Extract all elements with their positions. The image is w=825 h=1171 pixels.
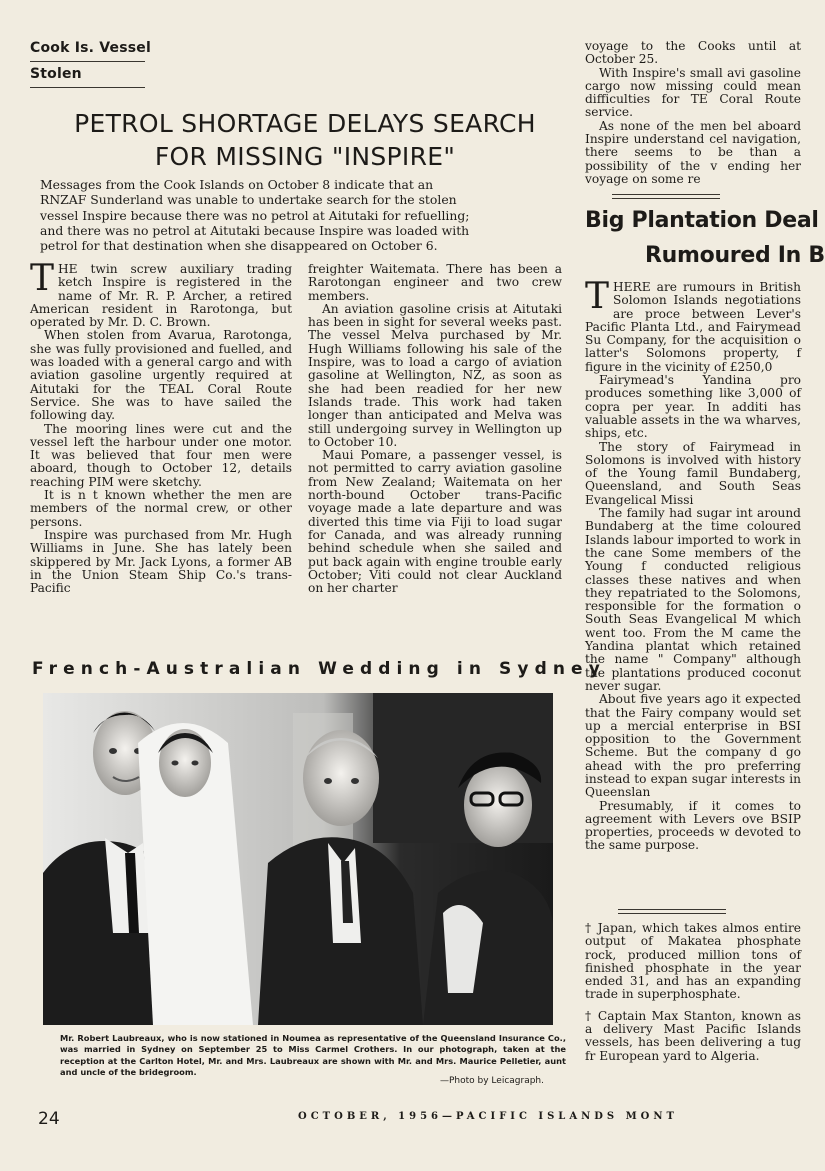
drop-cap: T [585, 276, 610, 317]
body-paragraph: The mooring lines were cut and the vessel left the harbour under one motor. It was believed that four men were aboard, though to October 12, details reaching PIM were sketchy. [30, 421, 292, 489]
continued-text: voyage to the Cooks until at October 25. [585, 39, 801, 67]
body-paragraph: As none of the men bel aboard Inspire understand cel navigation, there seems to be than a possibility of the v ending her voyage on some re [585, 118, 801, 186]
kicker-rule [30, 61, 145, 62]
body-paragraph: Presumably, if it comes to agreement with Levers ove BSIP properties, proceeds w devoted to the same purpose. [585, 798, 801, 853]
headline-line-1: PETROL SHORTAGE DELAYS SEARCH [74, 109, 536, 138]
wedding-photo-image [43, 693, 553, 1025]
brief-divider [618, 909, 726, 910]
section-divider [612, 198, 720, 199]
body-paragraph: The story of Fairymead in Solomons is involved with history of the Young famil Bundaberg, Queensland, and South Seas Evangelical Missi [585, 439, 801, 507]
body-paragraph: About five years ago it expected that the Fairy company would set up a mercial enterprise in BSI opposition to the Government Scheme. But the company d go ahead with the pro preferring instead to expan sugar interests in Queenslan [585, 692, 801, 800]
brief-item: † Captain Max Stanton, known as a delivery Mast Pacific Islands vessels, has been delivering a tug fr European yard to Algeria. [585, 1008, 801, 1063]
wedding-photograph [43, 693, 553, 1025]
kicker-cook-islands: Cook Is. Vessel [30, 40, 151, 56]
lede-line: and there was no petrol at Aitutaki because Inspire was loaded with [40, 222, 470, 238]
page-number: 24 [38, 1109, 60, 1129]
lede-line: vessel Inspire because there was no petrol at Aitutaki for refuelling; [40, 207, 470, 223]
lede-paragraph [40, 177, 546, 253]
photo-caption: Mr. Robert Laubreaux, who is now stationed in Noumea as representative of the Queensland Insurance Co., was married in Sydney on September 25 to Miss Carmel Crothers. In our photograph, taken at the reception at the Carlton Hotel, Mr. and Mrs. Laubreaux are shown with Mr. and Mrs. Maurice Pelletier, aunt and uncle of the bridegroom. [60, 1033, 566, 1077]
plantation-column [585, 276, 801, 899]
story-column-1 [30, 258, 292, 640]
body-paragraph: freighter Waitemata. There has been a Rarotongan engineer and two crew members. [308, 262, 562, 303]
body-paragraph: The family had sugar int around Bundaberg at the time coloured Islands labour imported to work in the cane Some members of the Young f conducted religious classes these natives and when they repatriated to the Solomons, responsible for the formation o South Seas Evangelical M which went too. From the M came the Yandina plantat which retained the name " Company" although the plantations produced coconut never sugar. [585, 506, 801, 693]
story-column-2 [308, 263, 562, 640]
body-paragraph: When stolen from Avarua, Rarotonga, she was fully provisioned and fuelled, and was loaded with a general cargo and with aviation gasoline urgently required at Aitutaki for the TEAL Coral Route Service. She was to have sailed the following day. [30, 328, 292, 423]
section-divider [612, 194, 720, 195]
photo-credit: —Photo by Leicagraph. [440, 1076, 544, 1086]
drop-cap: T [30, 258, 55, 299]
body-paragraph: HERE are rumours in British Solomon Islands negotiations are proce between Lever's Pacific Planta Ltd., and Fairymead Su Company, for the acquisition o latter's Solomons property, f figure in the vicinity of £250,0 [585, 280, 801, 374]
continued-column [585, 40, 801, 190]
body-paragraph: It is n t known whether the men are members of the normal crew, or other persons. [30, 488, 292, 529]
kicker-rule-2 [30, 87, 145, 88]
lede-line: RNZAF Sunderland was unable to undertake search for the stolen [40, 192, 457, 208]
headline-line-2: FOR MISSING "INSPIRE" [154, 142, 456, 171]
plantation-headline-1: Big Plantation Deal [585, 208, 819, 233]
running-title: OCTOBER, 1956—PACIFIC ISLANDS MONT [298, 1111, 678, 1122]
wedding-heading: French-Australian Wedding in Sydney [32, 659, 606, 679]
body-paragraph: With Inspire's small avi gasoline cargo now missing could mean difficulties for TE Coral Route service. [585, 65, 801, 120]
brief-item: † Japan, which takes almos entire output of Makatea phosphate rock, produced million tons of finished phosphate in the year ended 31, and has an expanding trade in superphosphate. [585, 921, 801, 1002]
brief-divider [618, 913, 726, 914]
lede-line: Messages from the Cook Islands on October 8 indicate that an [40, 177, 434, 192]
body-paragraph: HE twin screw auxiliary trading ketch Inspire is registered in the name of Mr. R. P. Archer, a retired American resident in Rarotonga, but operated by Mr. D. C. Brown. [30, 262, 292, 330]
plantation-headline-2: Rumoured In B [645, 243, 825, 268]
lede-line: petrol for that destination when she disappeared on October 6. [40, 238, 438, 254]
body-paragraph: An aviation gasoline crisis at Aitutaki has been in sight for several weeks past. The vessel Melva purchased by Mr. Hugh Williams following his sale of the Inspire, was to load a cargo of aviation gasoline at Wellington, NZ, as soon as she had been readied for her new Islands trade. This work had taken longer than anticipated and Melva was still undergoing survey in Wellington up to October 10. [308, 301, 562, 449]
body-paragraph: Fairymead's Yandina pro produces something like 3,000 of copra per year. In additi has valuable assets in the wa wharves, ships, etc. [585, 373, 801, 441]
briefs-column [585, 922, 801, 1092]
body-paragraph: Inspire was purchased from Mr. Hugh Williams in June. She has lately been skippered by Mr. Jack Lyons, a former AB in the Union Steam Ship Co.'s trans-Pacific [30, 527, 292, 596]
body-paragraph: Maui Pomare, a passenger vessel, is not permitted to carry aviation gasoline from New Zealand; Waitemata on her north-bound October trans-Pacific voyage made a late departure and was diverted this time via Fiji to load sugar for Canada, and was already running behind schedule when she sailed and put back again with engine trouble early October; Viti could not clear Auckland on her charter [308, 448, 562, 596]
kicker-stolen: Stolen [30, 66, 82, 82]
